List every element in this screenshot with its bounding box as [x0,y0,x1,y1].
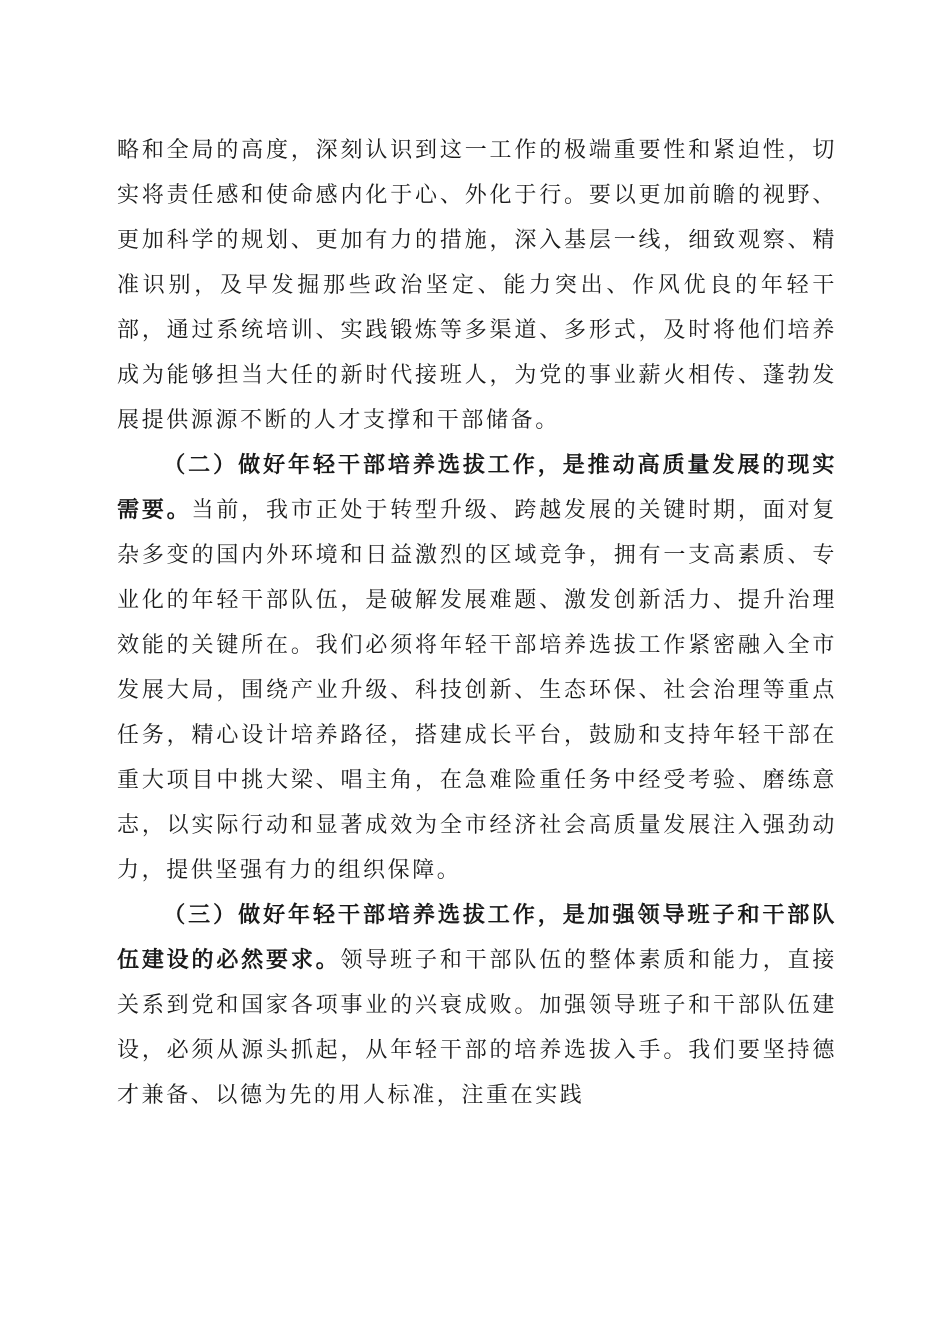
paragraph-text: 略和全局的高度，深刻认识到这一工作的极端重要性和紧迫性，切实将责任感和使命感内化于心、外化于行。要以更加前瞻的视野、更加科学的规划、更加有力的措施，深入基层一线，细致观察、精准识别，及早发掘那些政治坚定、能力突出、作风优良的年轻干部，通过系统培训、实践锻炼等多渠道、多形式，及时将他们培养成为能够担当大任的新时代接班人，为党的事业薪火相传、蓬勃发展提供源源不断的人才支撑和干部储备。 [117,138,837,433]
body-text [117,128,837,1118]
paragraph-continued [117,128,837,443]
paragraph-section-3 [117,893,837,1118]
paragraph-section-2 [117,443,837,893]
section-heading: （二）做好年轻干部培养选拔工作，是推动高质量发展的现实需要。 [117,452,837,523]
paragraph-text: 领导班子和干部队伍的整体素质和能力，直接关系到党和国家各项事业的兴衰成败。加强领导班子和干部队伍建设，必须从源头抓起，从年轻干部的培养选拔入手。我们要坚持德才兼备、以德为先的用人标准，注重在实践 [117,948,837,1108]
section-heading: （三）做好年轻干部培养选拔工作，是加强领导班子和干部队伍建设的必然要求。 [117,902,837,973]
paragraph-text: 当前，我市正处于转型升级、跨越发展的关键时期，面对复杂多变的国内外环境和日益激烈的区域竞争，拥有一支高素质、专业化的年轻干部队伍，是破解发展难题、激发创新活力、提升治理效能的关键所在。我们必须将年轻干部培养选拔工作紧密融入全市发展大局，围绕产业升级、科技创新、生态环保、社会治理等重点任务，精心设计培养路径，搭建成长平台，鼓励和支持年轻干部在重大项目中挑大梁、唱主角，在急难险重任务中经受考验、磨练意志，以实际行动和显著成效为全市经济社会高质量发展注入强劲动力，提供坚强有力的组织保障。 [117,498,837,883]
